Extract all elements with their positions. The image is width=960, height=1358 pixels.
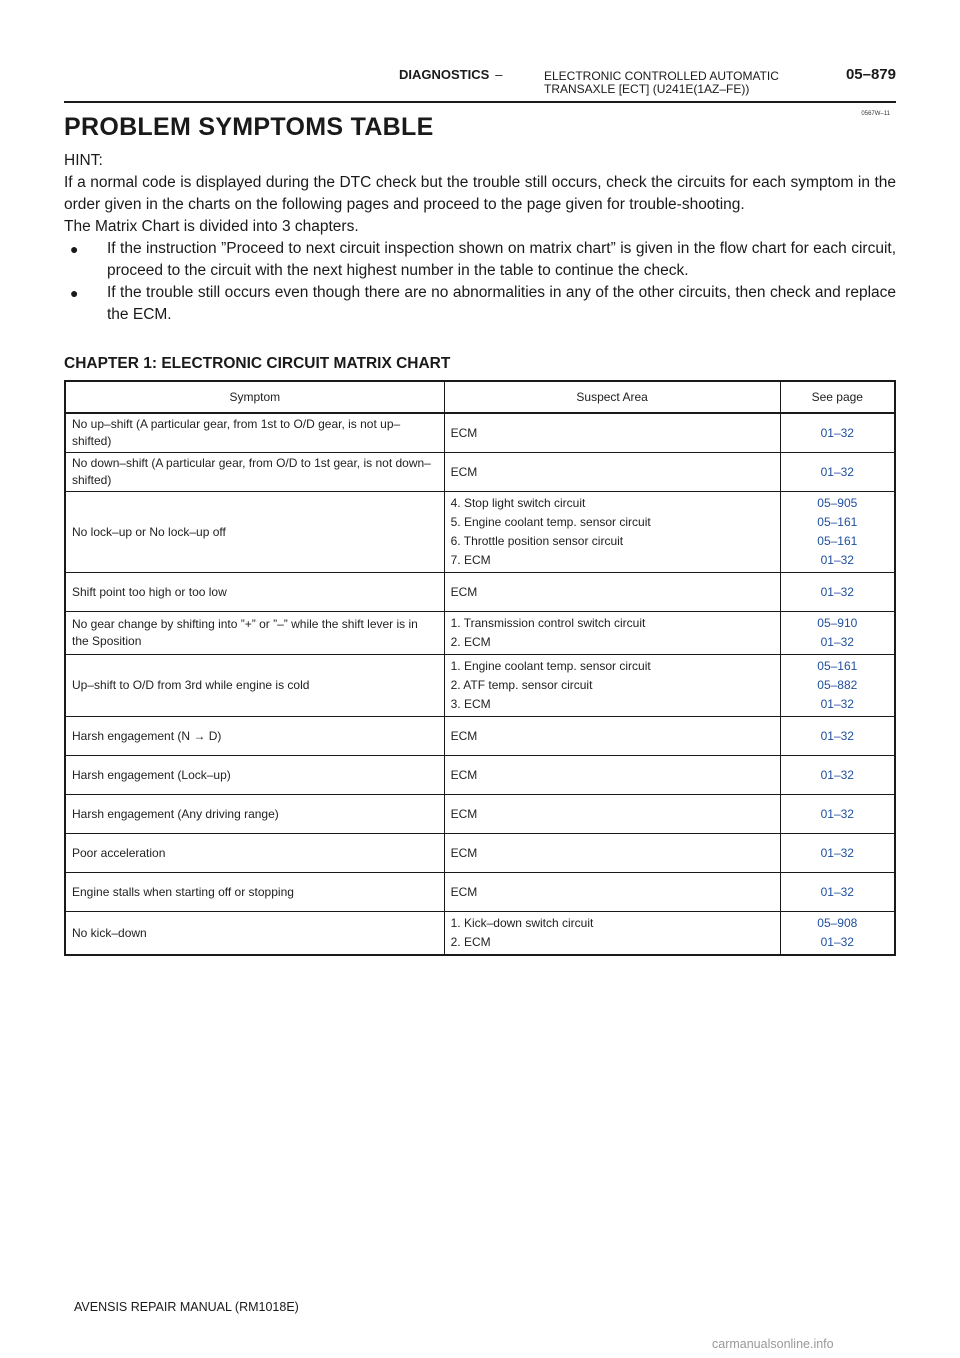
page-reference-link[interactable]: 05–908 [817,916,858,930]
table-body [65,413,895,955]
table-row [65,795,895,834]
symptom-cell: Harsh engagement (Any driving range) [65,795,444,834]
suspect-area-item: ECM [450,806,478,821]
suspect-area-cell [444,573,780,612]
page-reference-link[interactable]: 01–32 [820,728,854,743]
instruction-list [64,238,896,326]
page-reference-link[interactable]: 01–32 [820,845,854,860]
intro-section [64,150,896,326]
symptom-cell: Up–shift to O/D from 3rd while engine is cold [65,655,444,717]
header-rule [64,101,896,103]
page-reference-link[interactable]: 01–32 [820,884,854,899]
symptom-cell: Shift point too high or too low [65,573,444,612]
matrix-chart-table [64,380,896,956]
see-page-cell [780,912,895,956]
header-dash: – [495,67,503,82]
table-row [65,655,895,717]
symptom-cell: Harsh engagement (N → D) [65,717,444,756]
suspect-area-item: 1. Transmission control switch circuit [450,616,646,630]
suspect-area-cell [444,912,780,956]
column-header-suspect-area: Suspect Area [444,381,780,413]
suspect-area-item: 1. Engine coolant temp. sensor circuit [450,659,651,673]
suspect-area-item: 4. Stop light switch circuit [450,496,586,510]
suspect-area-cell [444,612,780,655]
page-reference-link[interactable]: 01–32 [820,806,854,821]
watermark: carmanualsonline.info [712,1337,834,1351]
table-row [65,912,895,956]
chapters-text: The Matrix Chart is divided into 3 chapters. [64,218,359,235]
see-page-cell [780,492,895,573]
symptom-cell: No up–shift (A particular gear, from 1st to O/D gear, is not up–shifted) [65,413,444,453]
suspect-area-cell [444,834,780,873]
suspect-area-cell [444,873,780,912]
page-reference-link[interactable]: 01–32 [820,697,854,711]
header-page-number: 05–879 [845,66,896,83]
suspect-area-item: 1. Kick–down switch circuit [450,916,594,930]
see-page-cell [780,453,895,492]
page-reference-link[interactable]: 01–32 [820,767,854,782]
instruction-item [64,238,896,282]
table-header-row [65,381,895,413]
suspect-area-cell [444,492,780,573]
symptom-cell: No down–shift (A particular gear, from O/D to 1st gear, is not down–shifted) [65,453,444,492]
table-row [65,834,895,873]
instruction-text: If the trouble still occurs even though there are no abnormalities in any of the other circuits, then check and replace the ECM. [107,284,896,323]
table-row [65,717,895,756]
table-row [65,573,895,612]
page-reference-link[interactable]: 05–905 [817,496,858,510]
page-reference-link[interactable]: 05–882 [817,678,858,692]
page-reference-link[interactable]: 01–32 [820,584,854,599]
suspect-area-item: 5. Engine coolant temp. sensor circuit [450,515,651,529]
see-page-cell [780,834,895,873]
suspect-area-item: 2. ATF temp. sensor circuit [450,678,593,692]
page-header [64,64,896,104]
suspect-area-item: 3. ECM [450,697,491,711]
table-row [65,453,895,492]
page-reference-link[interactable]: 05–161 [817,515,858,529]
table-row [65,413,895,453]
symptom-cell: No lock–up or No lock–up off [65,492,444,573]
header-section [399,68,509,82]
column-header-see-page: See page [780,381,895,413]
symptom-cell: Poor acceleration [65,834,444,873]
suspect-area-item: 6. Throttle position sensor circuit [450,534,624,548]
column-header-symptom: Symptom [65,381,444,413]
suspect-area-cell [444,453,780,492]
hint-label: HINT: [64,152,103,169]
instruction-item [64,282,896,326]
page-footer: AVENSIS REPAIR MANUAL (RM1018E) [74,1300,299,1314]
table-row [65,492,895,573]
see-page-cell [780,717,895,756]
page-reference-link[interactable]: 05–910 [817,616,858,630]
symptom-cell: No gear change by shifting into ”+” or ”–” while the shift lever is in the Sposition [65,612,444,655]
intro-text: If a normal code is displayed during the DTC check but the trouble still occurs, check the circuits for each symptom in the order given in the charts on the following pages and proceed to the page given for trouble-shooting. [64,174,896,213]
suspect-area-item: ECM [450,884,478,899]
see-page-cell [780,573,895,612]
table-row [65,612,895,655]
suspect-area-item: ECM [450,464,478,479]
see-page-cell [780,612,895,655]
symptom-cell: Harsh engagement (Lock–up) [65,756,444,795]
suspect-area-cell [444,413,780,453]
page-reference-link[interactable]: 01–32 [820,425,854,440]
page-reference-link[interactable]: 01–32 [820,553,854,567]
doc-code: 0567W–11 [861,111,890,117]
page-reference-link[interactable]: 01–32 [820,635,854,649]
suspect-area-cell [444,756,780,795]
see-page-cell [780,413,895,453]
suspect-area-item: ECM [450,425,478,440]
suspect-area-cell [444,795,780,834]
suspect-area-item: ECM [450,845,478,860]
suspect-area-item: 7. ECM [450,553,491,567]
header-section-label: DIAGNOSTICS [399,67,490,82]
suspect-area-cell [444,655,780,717]
symptom-cell: No kick–down [65,912,444,956]
page-reference-link[interactable]: 05–161 [817,659,858,673]
chapter-title: CHAPTER 1: ELECTRONIC CIRCUIT MATRIX CHART [64,355,451,372]
suspect-area-item: 2. ECM [450,635,491,649]
see-page-cell [780,756,895,795]
bullet-icon: ● [70,285,79,301]
suspect-area-item: ECM [450,767,478,782]
suspect-area-item: ECM [450,584,478,599]
page-reference-link[interactable]: 05–161 [817,534,858,548]
page-reference-link[interactable]: 01–32 [820,935,854,949]
table-row [65,756,895,795]
suspect-area-item: ECM [450,728,478,743]
see-page-cell [780,873,895,912]
suspect-area-item: 2. ECM [450,935,491,949]
suspect-area-cell [444,717,780,756]
bullet-icon: ● [70,241,79,257]
symptom-cell: Engine stalls when starting off or stopping [65,873,444,912]
page-title: PROBLEM SYMPTOMS TABLE [64,113,434,141]
instruction-text: If the instruction ”Proceed to next circuit inspection shown on matrix chart” is given in the flow chart for each circuit, proceed to the circuit with the next highest number in the table to continue the check. [107,240,896,279]
header-subtitle: ELECTRONIC CONTROLLED AUTOMATIC TRANSAXLE [ECT] (U241E(1AZ–FE)) [544,69,779,96]
table-row [65,873,895,912]
see-page-cell [780,655,895,717]
see-page-cell [780,795,895,834]
page-reference-link[interactable]: 01–32 [820,464,854,479]
